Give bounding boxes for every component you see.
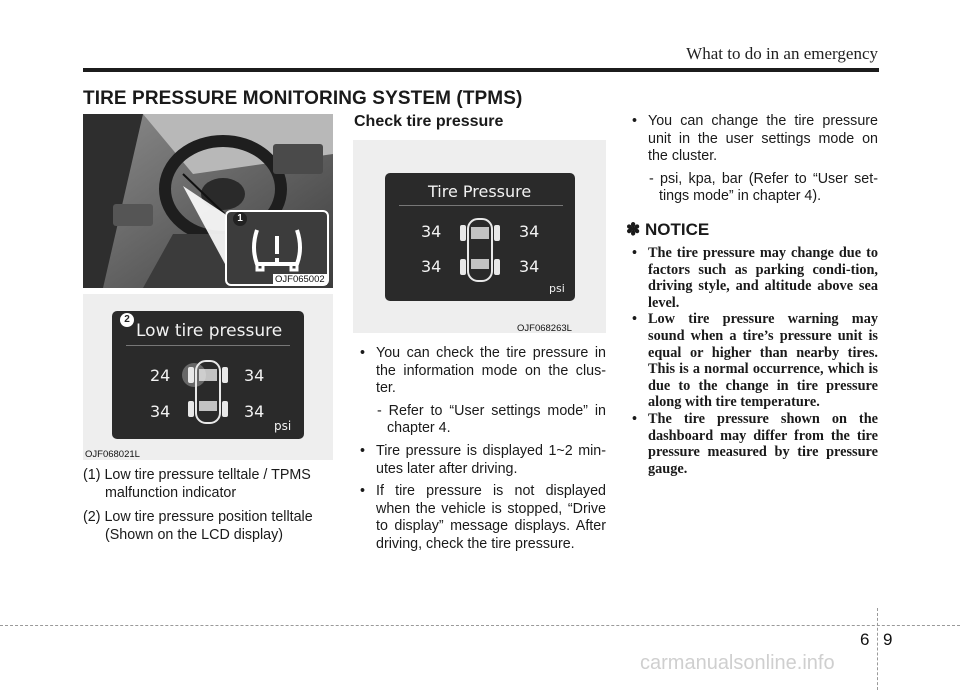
car-topview-icon — [182, 355, 234, 429]
notice-heading — [626, 220, 709, 240]
figure-code: OJF068021L — [85, 449, 140, 460]
lcd-title: Low tire pressure — [136, 321, 283, 341]
lcd-title-rule — [399, 205, 563, 206]
tire-front-right-value: 34 — [519, 222, 540, 241]
bullet-text: Tire pressure is displayed 1~2 min-utes later after driving. — [376, 442, 606, 477]
right-text — [626, 113, 878, 206]
tire-front-right-value: 34 — [244, 366, 265, 385]
footer-rule — [0, 625, 960, 626]
unit-label: psi — [274, 419, 292, 433]
notice-text: The tire pressure may change due to factors such as parking condi-tion, driving style, and altitude above sea level. — [648, 245, 878, 311]
bullet-item: • You can change the tire pressure unit in the user settings mode on the cluster. — [632, 113, 878, 165]
notice-text: The tire pressure shown on the dashboard may differ from the tire pressure measured by tire pressure gauge. — [648, 410, 878, 477]
notice-text: Low tire pressure warning may sound when a tire’s pressure unit is equal or higher than nearby tires. This is a normal occurrence, which is due to the change in tire pressure along with tire temperature. — [648, 311, 878, 411]
callout-number-2: 2 — [120, 313, 134, 327]
notice-item: • Low tire pressure warning may sound when a tire’s pressure unit is equal or higher than nearby tires. This is a normal occurrence, which is due to the change in tire pressure along with tire temperature. — [632, 311, 878, 411]
notice-item: • The tire pressure may change due to factors such as parking condi-tion, driving style, and altitude above sea level. — [632, 245, 878, 311]
page-number: 9 — [883, 630, 893, 649]
callout-number-1: 1 — [233, 212, 247, 226]
low-pressure-figure — [83, 294, 333, 460]
tire-rear-right-value: 34 — [519, 257, 540, 276]
lcd-title-rule — [126, 345, 290, 346]
section-heading: Check tire pressure — [354, 113, 504, 130]
bullet-item: • If tire pressure is not displayed when the vehicle is stopped, “Drive to display” message displays. After driving, check the tire pressure. — [360, 483, 606, 552]
watermark: carmanualsonline.info — [640, 652, 835, 674]
figure-code: OJF065002 — [275, 274, 325, 285]
chapter-number: 6 — [860, 630, 870, 649]
notice-item: • The tire pressure shown on the dashboard may differ from the tire pressure measured by tire pressure gauge. — [632, 410, 878, 477]
page-title: TIRE PRESSURE MONITORING SYSTEM (TPMS) — [83, 88, 523, 109]
car-topview-icon — [454, 213, 506, 287]
notice-icon: ✽ — [626, 220, 641, 239]
dashboard-photo — [83, 114, 333, 288]
tire-rear-left-value: 34 — [421, 257, 442, 276]
header-rule — [83, 68, 879, 72]
legend-num: (1) — [83, 467, 101, 483]
figure-code: OJF068263L — [517, 323, 572, 334]
legend-list — [83, 467, 335, 544]
legend-text: Low tire pressure position telltale (Shown on the LCD display) — [104, 509, 313, 543]
footer-divider — [877, 608, 878, 690]
lcd-display — [385, 173, 575, 301]
bullet-text: You can check the tire pressure in the information mode on the clus-ter. — [376, 345, 606, 397]
lcd-display — [112, 311, 304, 439]
tire-rear-right-value: 34 — [244, 402, 265, 421]
middle-text — [354, 345, 606, 554]
unit-label: psi — [549, 282, 565, 295]
legend-text: Low tire pressure telltale / TPMS malfunction indicator — [104, 467, 311, 501]
bullet-text: You can change the tire pressure unit in the user settings mode on the cluster. — [648, 113, 878, 165]
tire-front-left-value: 34 — [421, 222, 442, 241]
notice-list — [626, 245, 878, 477]
legend-item — [83, 467, 335, 502]
lcd-title: Tire Pressure — [428, 182, 532, 201]
bullet-item: • You can check the tire pressure in the information mode on the clus-ter. — [360, 345, 606, 397]
legend-num: (2) — [83, 509, 101, 526]
legend-item — [83, 509, 335, 544]
bullet-item: • Tire pressure is displayed 1~2 min-utes later after driving. — [360, 442, 606, 477]
tire-front-left-value: 24 — [150, 366, 171, 385]
sub-item: - Refer to “User settings mode” in chapter 4. — [377, 402, 606, 437]
notice-title: NOTICE — [644, 220, 710, 239]
tire-pressure-figure — [353, 140, 606, 333]
sub-item: - psi, kpa, bar (Refer to “User set-tings mode” in chapter 4). — [649, 170, 878, 205]
section-title: What to do in an emergency — [686, 44, 878, 63]
bullet-text: If tire pressure is not displayed when the vehicle is stopped, “Drive to display” message displays. After driving, check the tire pressure. — [376, 483, 606, 552]
tire-rear-left-value: 34 — [150, 402, 171, 421]
